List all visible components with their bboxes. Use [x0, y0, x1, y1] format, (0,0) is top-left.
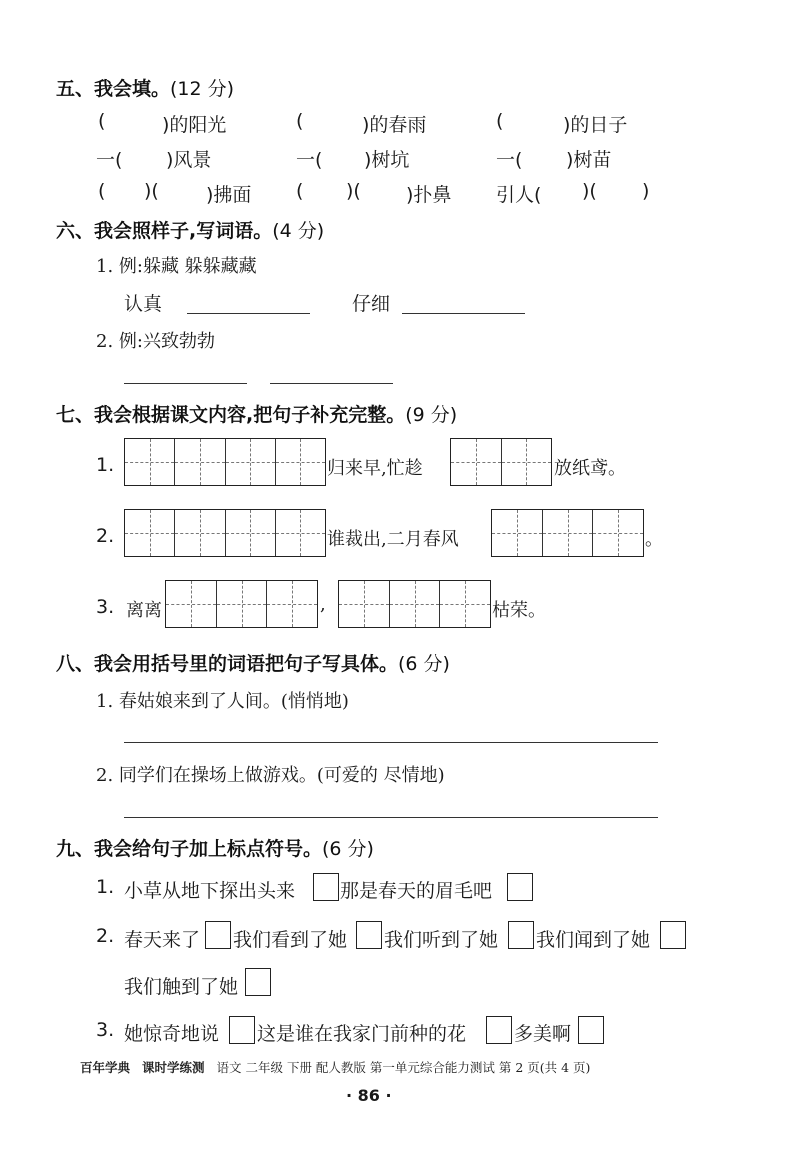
s7-q1-mid-text: 归来早,忙趁 — [327, 458, 423, 479]
s5-r3-c3-mid: )( — [582, 180, 597, 202]
s9-q2-box-2[interactable] — [356, 921, 382, 949]
section-5-points: (12 分) — [170, 78, 235, 100]
s5-r3-c1-mid: )( — [144, 180, 159, 202]
s9-q3-box-2[interactable] — [486, 1016, 512, 1044]
s9-q2-box-5[interactable] — [245, 968, 271, 996]
s5-r3-c3-open: 引人( — [496, 184, 542, 206]
s5-r1-c1-text: )的阳光 — [162, 114, 227, 136]
s9-q2-box-4[interactable] — [660, 921, 686, 949]
s7-q2-grid-b[interactable] — [491, 509, 644, 557]
section-5-title: 五、我会填。 — [56, 78, 171, 100]
s7-q1-grid-a[interactable] — [124, 438, 326, 486]
s9-q3-number: 3. — [96, 1019, 115, 1041]
s5-r1-c2-open: ( — [296, 110, 304, 132]
s9-q2-text-b: 我们看到了她 — [233, 929, 348, 951]
s9-q3-text-c: 多美啊 — [514, 1023, 572, 1045]
s7-q1-number: 1. — [96, 454, 115, 476]
section-5-heading — [56, 74, 234, 101]
section-7-title: 七、我会根据课文内容,把句子补充完整。 — [56, 404, 406, 426]
section-9-title: 九、我会给句子加上标点符号。 — [56, 838, 323, 860]
s7-q3-start-text: 离离 — [126, 600, 162, 621]
s9-q2-box-1[interactable] — [205, 921, 231, 949]
s5-r1-c3-open: ( — [496, 110, 504, 132]
page-footer — [80, 1058, 590, 1076]
s5-r3-c3-close: ) — [642, 180, 650, 202]
s9-q1-number: 1. — [96, 876, 115, 898]
s9-q3-text-a: 她惊奇地说 — [124, 1023, 220, 1045]
s9-q2-text-e: 我们触到了她 — [124, 976, 239, 998]
s5-r3-c2-text: )扑鼻 — [406, 184, 452, 206]
s8-answer-line-2[interactable] — [124, 817, 658, 818]
s5-r3-c1-text: )拂面 — [206, 184, 252, 206]
s7-q3-number: 3. — [96, 596, 115, 618]
s6-example-2: 2. 例:兴致勃勃 — [96, 331, 215, 352]
s9-q2-text-d: 我们闻到了她 — [536, 929, 651, 951]
s7-q3-grid-a[interactable] — [165, 580, 318, 628]
s7-q2-end-text: 。 — [645, 529, 663, 550]
s5-r2-c1-text: )风景 — [166, 149, 212, 171]
s6-answer-line-4[interactable] — [270, 383, 393, 384]
s9-q1-text-b: 那是春天的眉毛吧 — [340, 880, 493, 902]
section-6-heading — [56, 216, 324, 243]
s5-r1-c3-text: )的日子 — [563, 114, 628, 136]
s6-example-1: 1. 例:躲藏 躲躲藏藏 — [96, 256, 257, 277]
s8-question-2: 2. 同学们在操场上做游戏。(可爱的 尽情地) — [96, 765, 445, 786]
s5-r3-c2-mid: )( — [346, 180, 361, 202]
s7-q2-mid-text: 谁裁出,二月春风 — [327, 529, 459, 550]
s5-r3-c1-open: ( — [98, 180, 106, 202]
footer-series: 课时学练测 — [142, 1060, 205, 1075]
s7-q3-end-text: 枯荣。 — [492, 600, 546, 621]
s8-question-1: 1. 春姑娘来到了人间。(悄悄地) — [96, 691, 349, 712]
s9-q1-text-a: 小草从地下探出头来 — [124, 880, 296, 902]
footer-brand: 百年学典 — [80, 1060, 131, 1075]
s8-answer-line-1[interactable] — [124, 742, 658, 743]
s7-q2-grid-a[interactable] — [124, 509, 326, 557]
section-8-points: (6 分) — [398, 653, 450, 675]
section-6-points: (4 分) — [272, 220, 325, 242]
s5-r2-c3-text: )树苗 — [566, 149, 612, 171]
s5-r2-c1-open: 一( — [96, 149, 123, 171]
s9-q2-box-3[interactable] — [508, 921, 534, 949]
s6-answer-line-3[interactable] — [124, 383, 247, 384]
s7-q3-comma: , — [320, 594, 326, 615]
section-9-points: (6 分) — [322, 838, 374, 860]
section-9-heading — [56, 834, 374, 861]
s9-q1-box-1[interactable] — [313, 873, 339, 901]
section-8-title: 八、我会用括号里的词语把句子写具体。 — [56, 653, 399, 675]
s9-q3-box-3[interactable] — [578, 1016, 604, 1044]
s9-q2-text-a: 春天来了 — [124, 929, 201, 951]
s6-word-2: 仔细 — [352, 293, 391, 315]
section-8-heading — [56, 649, 450, 676]
s7-q1-end-text: 放纸鸢。 — [554, 458, 626, 479]
s5-r3-c2-open: ( — [296, 180, 304, 202]
s5-r2-c3-open: 一( — [496, 149, 523, 171]
s9-q1-box-2[interactable] — [507, 873, 533, 901]
s7-q2-number: 2. — [96, 525, 115, 547]
section-7-heading — [56, 400, 457, 427]
s9-q2-text-c: 我们听到了她 — [384, 929, 499, 951]
s6-answer-line-2[interactable] — [402, 313, 525, 314]
s5-r2-c2-text: )树坑 — [364, 149, 410, 171]
footer-info: 语文 二年级 下册 配人教版 第一单元综合能力测试 第 2 页(共 4 页) — [216, 1060, 591, 1075]
s9-q3-box-1[interactable] — [229, 1016, 255, 1044]
s7-q1-grid-b[interactable] — [450, 438, 552, 486]
section-6-title: 六、我会照样子,写词语。 — [56, 220, 273, 242]
s6-answer-line-1[interactable] — [187, 313, 310, 314]
section-7-points: (9 分) — [405, 404, 458, 426]
s5-r1-c1-open: ( — [98, 110, 106, 132]
s6-word-1: 认真 — [124, 293, 163, 315]
s9-q2-number: 2. — [96, 925, 115, 947]
s5-r1-c2-text: )的春雨 — [362, 114, 427, 136]
s7-q3-grid-b[interactable] — [338, 580, 491, 628]
s9-q3-text-b: 这是谁在我家门前种的花 — [257, 1023, 467, 1045]
s5-r2-c2-open: 一( — [296, 149, 323, 171]
page-number: · 86 · — [346, 1086, 392, 1105]
